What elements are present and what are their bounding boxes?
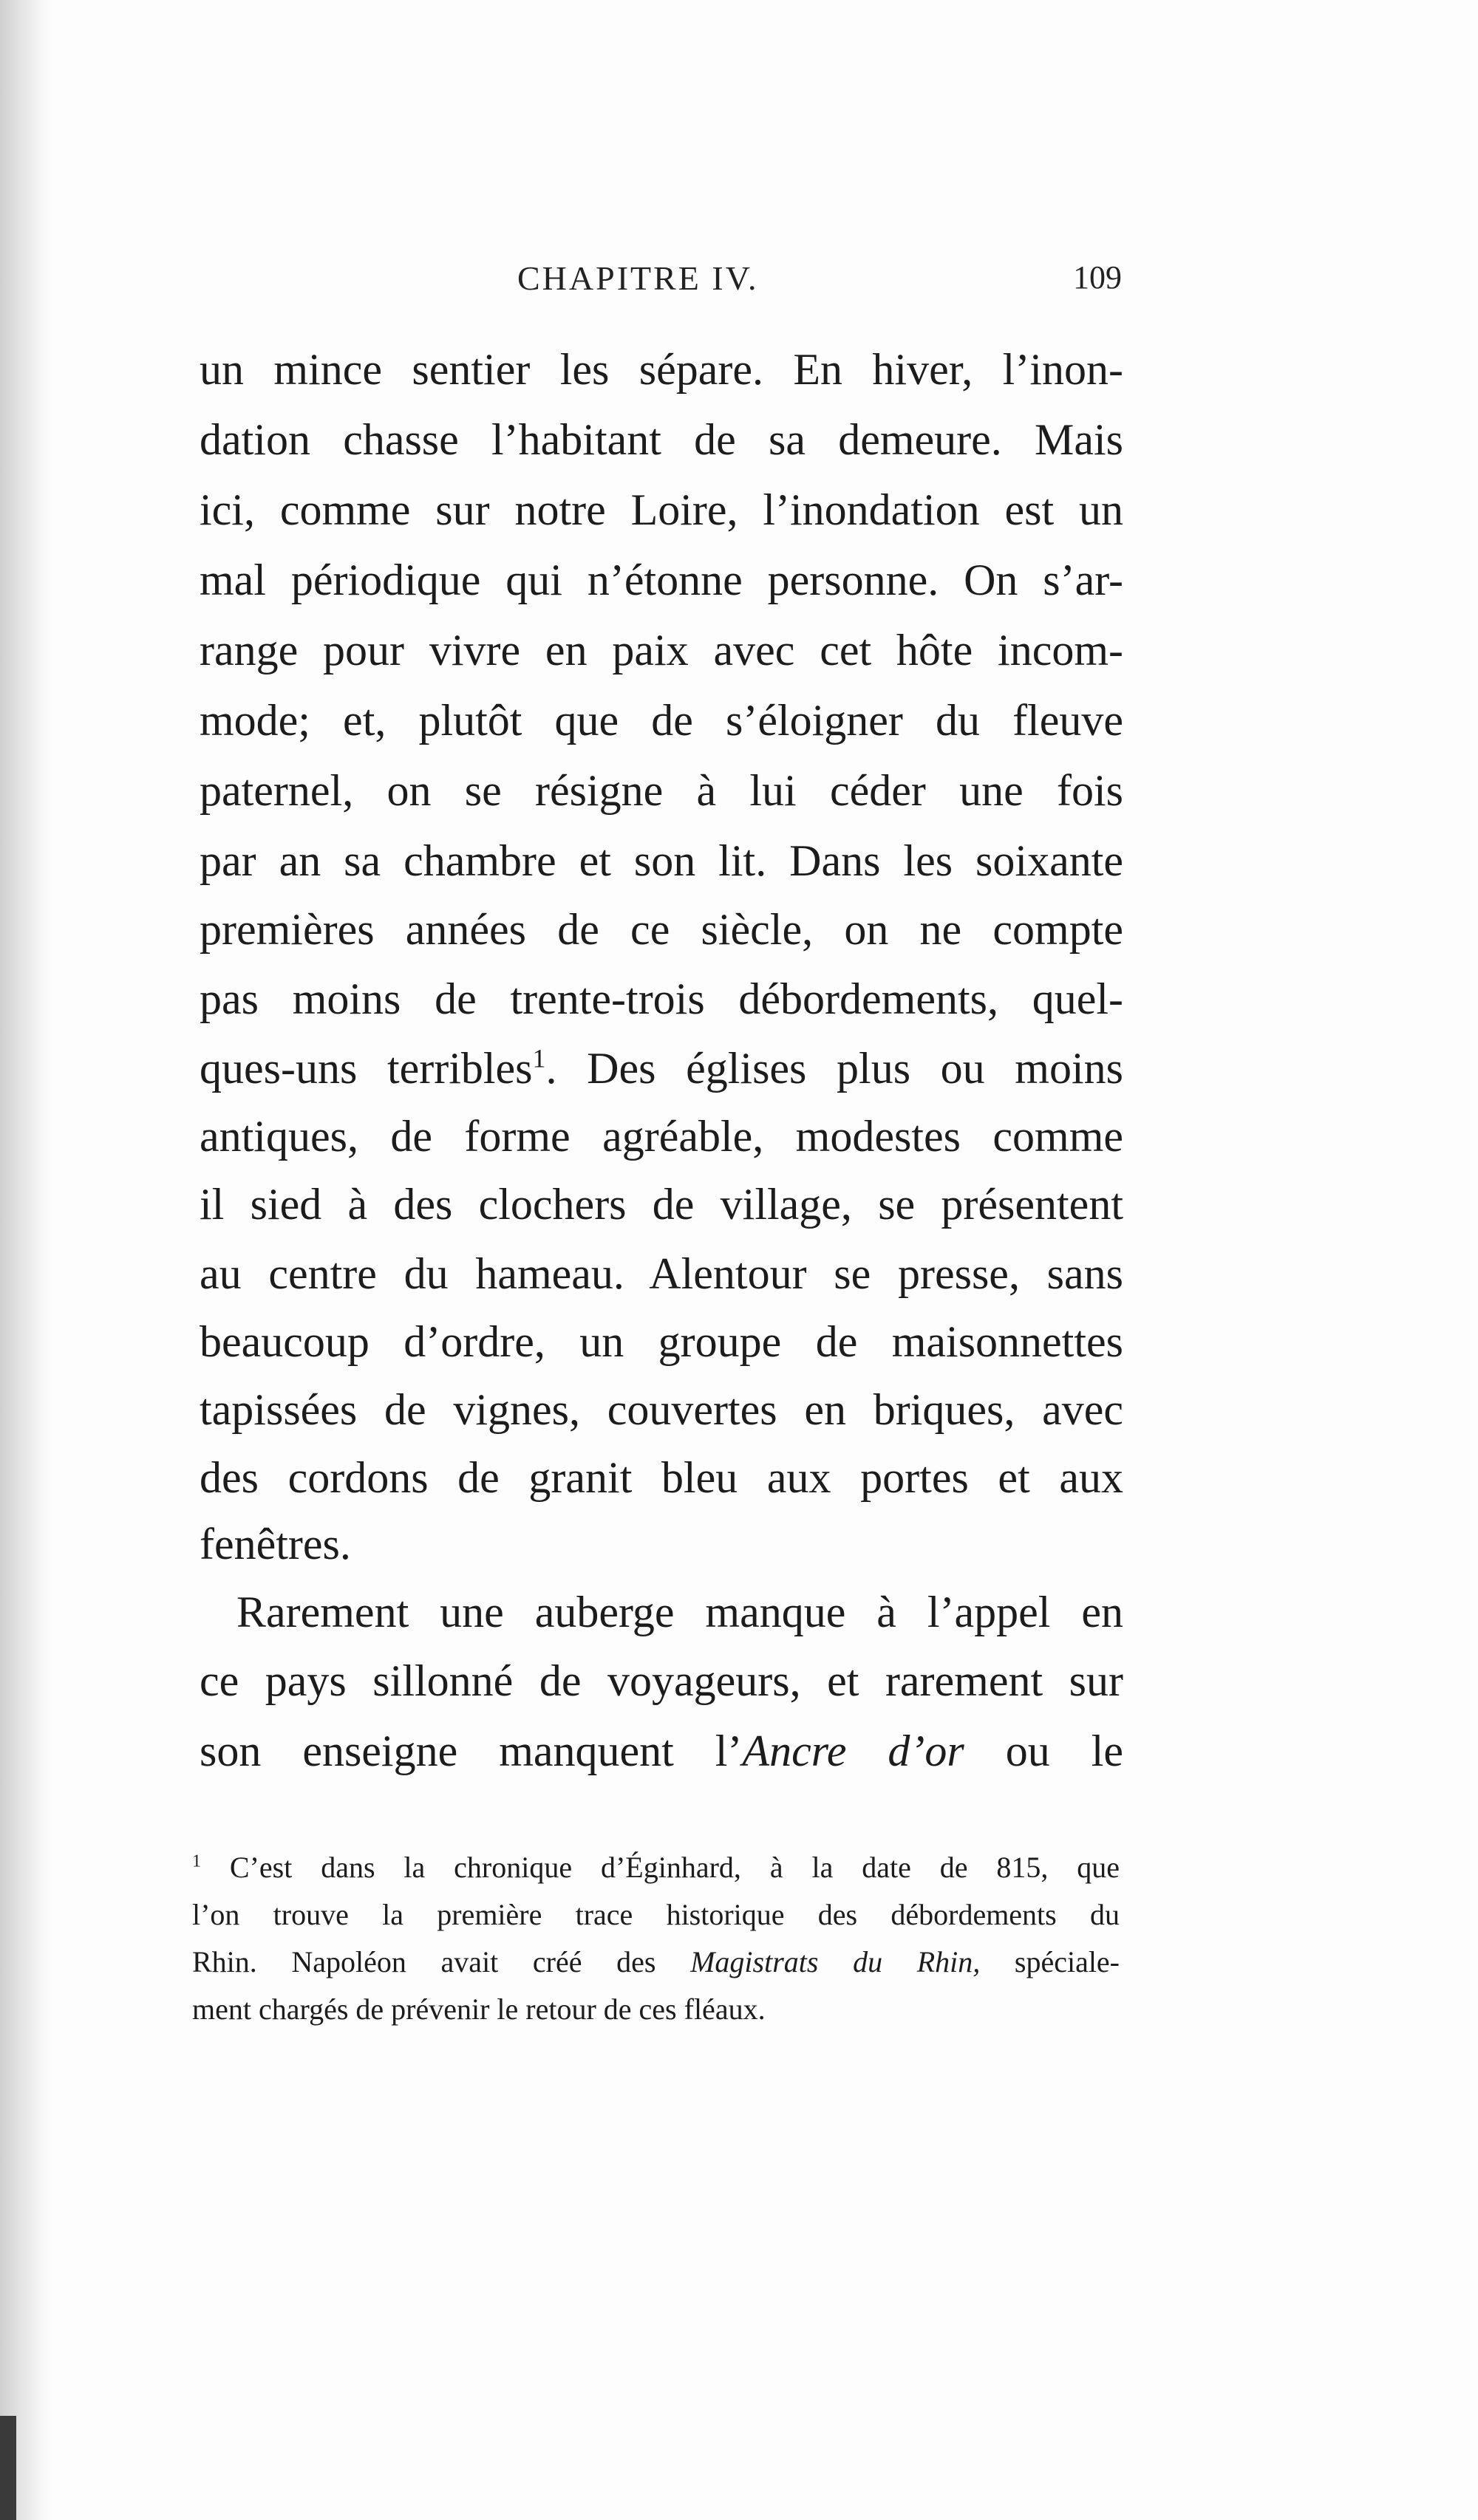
body-line: antiques, de forme agréable, modestes comme — [200, 1112, 1123, 1161]
page-gutter-shadow — [0, 0, 52, 2520]
body-line: pas moins de trente-trois débordements, quel- — [200, 974, 1123, 1023]
footnote-text: C’est dans la chronique d’Éginhard, à la date de 815, que — [201, 1851, 1120, 1884]
footnote-marker: 1 — [192, 1851, 201, 1871]
body-line: range pour vivre en paix avec cet hôte incom- — [200, 626, 1123, 675]
body-line: il sied à des clochers de village, se présentent — [200, 1180, 1123, 1229]
footnote-line — [192, 1947, 1120, 1977]
body-line-text: son enseigne manquent l’ — [200, 1727, 743, 1775]
body-line: dation chasse l’habitant de sa demeure. Mais — [200, 415, 1123, 464]
italic-inn-name: Ancre d’or — [742, 1727, 964, 1775]
body-line: premières années de ce siècle, on ne compte — [200, 905, 1123, 954]
body-line-text: ou le — [964, 1727, 1123, 1775]
body-line: un mince sentier les sépare. En hiver, l’inon- — [200, 345, 1123, 394]
footnote-italic: Magistrats du Rhin, — [690, 1945, 981, 1978]
body-line: des cordons de granit bleu aux portes et aux — [200, 1453, 1123, 1502]
body-line-text: . Des églises plus ou moins — [545, 1044, 1123, 1093]
body-line: au centre du hameau. Alentour se presse, sans — [200, 1249, 1123, 1298]
page-number: 109 — [1073, 259, 1122, 296]
body-line: beaucoup d’ordre, un groupe de maisonnettes — [200, 1317, 1123, 1366]
body-line: Rarement une auberge manque à l’appel en — [236, 1588, 1123, 1636]
body-line: fenêtres. — [200, 1520, 351, 1568]
body-line: par an sa chambre et son lit. Dans les soixante — [200, 836, 1123, 885]
footnote-text: spéciale- — [980, 1945, 1120, 1978]
body-line: tapissées de vignes, couvertes en briques, avec — [200, 1385, 1123, 1434]
body-line: ici, comme sur notre Loire, l’inondation est un — [200, 485, 1123, 534]
footnote-reference: 1 — [532, 1043, 546, 1073]
footnote-line: ment chargés de prévenir le retour de ces fléaux. — [192, 1993, 766, 2026]
body-line — [200, 1729, 1123, 1773]
body-line: ce pays sillonné de voyageurs, et rarement sur — [200, 1656, 1123, 1705]
body-line: mode; et, plutôt que de s’éloigner du fleuve — [200, 696, 1123, 745]
body-line: mal périodique qui n’étonne personne. On s’ar- — [200, 556, 1123, 604]
gutter-edge-mark — [0, 2416, 16, 2520]
body-line — [200, 1043, 1123, 1093]
running-head: CHAPITRE IV. — [517, 259, 759, 297]
body-line: paternel, on se résigne à lui céder une fois — [200, 766, 1123, 815]
body-line-text: ques-uns terribles — [200, 1044, 533, 1093]
footnote-line — [192, 1853, 1120, 1882]
footnote-line: l’on trouve la première trace historique des débordements du — [192, 1898, 1120, 1931]
footnote-text: Rhin. Napoléon avait créé des — [192, 1945, 691, 1978]
